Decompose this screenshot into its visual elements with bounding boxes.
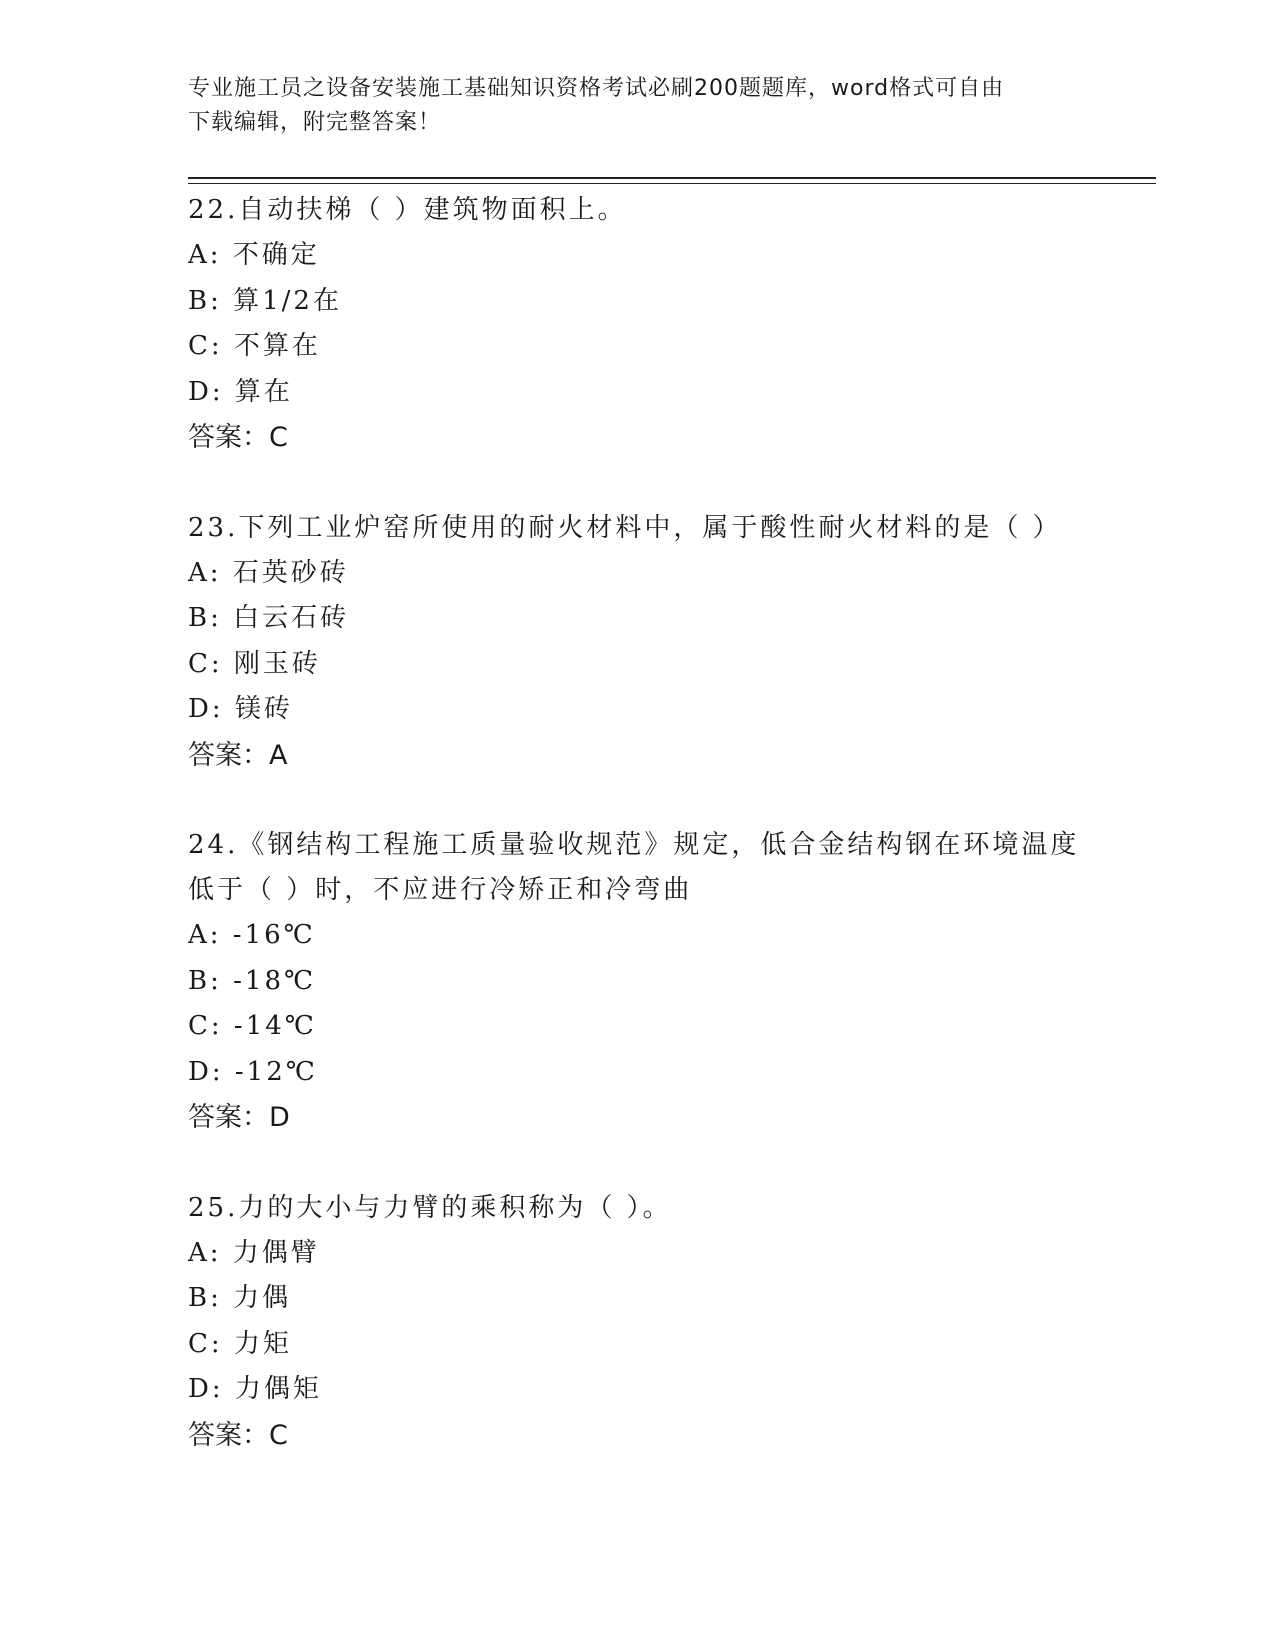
question-25 [188,1186,1088,1459]
question-24 [188,823,1088,1186]
option-a: A: 石英砂砖 [188,557,349,588]
question-stem: 25.力的大小与力臂的乘积称为（ ）。 [188,1192,672,1223]
header-line-1: 专业施工员之设备安装施工基础知识资格考试必刷200题题库，word格式可自由 [188,76,1005,101]
option-a: A: 不确定 [188,240,320,270]
option-b: B: 白云石砖 [188,603,350,633]
option-b: B: 力偶 [188,1283,292,1313]
document-header [188,72,1088,140]
question-22 [188,188,1088,506]
option-d: D: -12℃ [188,1056,318,1087]
option-c: C: 不算在 [188,331,321,361]
option-c: C: 刚玉砖 [188,648,321,679]
option-d: D: 力偶矩 [188,1374,322,1404]
question-list [188,188,1088,1458]
question-23 [188,506,1088,824]
option-a: A: -16℃ [188,920,316,950]
option-c: C: 力矩 [188,1328,292,1359]
option-d: D: 镁砖 [188,694,293,724]
option-a: A: 力偶臂 [188,1237,320,1268]
question-spacer [188,461,1088,506]
answer-line: 答案：D [188,1102,290,1133]
question-stem: 24.《钢结构工程施工质量验收规范》规定，低合金结构钢在环境温度 [188,830,1080,860]
question-stem: 23.下列工业炉窑所使用的耐火材料中，属于酸性耐火材料的是（ ） [188,512,1062,543]
question-stem-continued: 低于（ ）时，不应进行冷矫正和冷弯曲 [188,875,693,905]
question-spacer [188,778,1088,823]
question-spacer [188,1141,1088,1186]
answer-line: 答案：C [188,422,288,453]
option-b: B: -18℃ [188,965,317,996]
header-divider-thin [188,183,1156,184]
answer-line: 答案：A [188,739,288,771]
option-b: B: 算1/2在 [188,285,342,316]
header-divider-thick [188,177,1156,179]
option-c: C: -14℃ [188,1011,317,1041]
option-d: D: 算在 [188,376,293,407]
header-line-2: 下载编辑，附完整答案！ [188,110,442,135]
answer-line: 答案：C [188,1419,288,1451]
question-stem: 22.自动扶梯（ ）建筑物面积上。 [188,195,627,225]
